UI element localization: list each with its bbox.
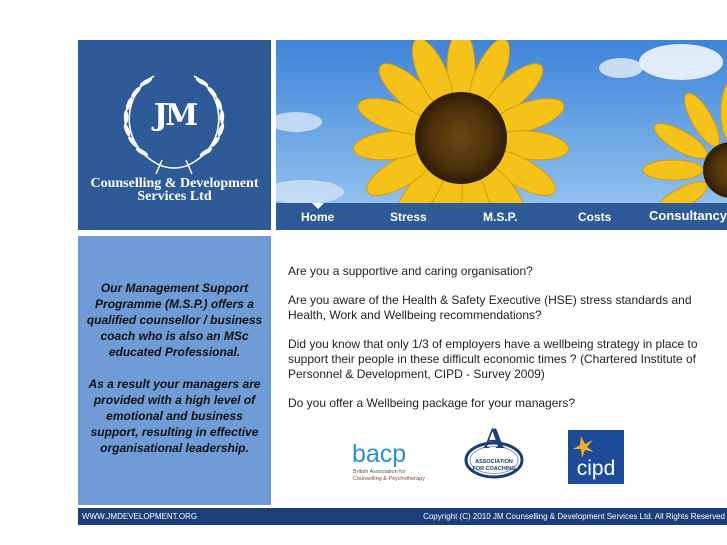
sunflower-banner-image	[276, 40, 727, 203]
company-name	[78, 177, 271, 203]
sidebar-panel	[78, 236, 271, 505]
footer-copyright: Copyright (C) 2010 JM Counselling & Development Services Ltd. All Rights Reserved	[423, 512, 725, 521]
nav-home[interactable]: Home	[301, 210, 335, 224]
sunflower-banner	[276, 40, 727, 203]
content-paragraph: Do you offer a Wellbeing package for your managers?	[288, 396, 576, 410]
aoc-line-2: FOR COACHING	[472, 466, 516, 472]
main-nav	[276, 203, 727, 230]
association-for-coaching-logo[interactable]	[466, 422, 522, 477]
company-name-line1: Counselling & Development	[90, 176, 259, 191]
partner-logos-svg	[276, 418, 727, 488]
nav-consultancy[interactable]: Consultancy	[649, 208, 727, 223]
footer-url[interactable]: WWW.JMDEVELOPMENT.ORG	[82, 512, 198, 521]
logo-box	[78, 40, 271, 230]
footer	[78, 508, 727, 525]
bacp-name: bacp	[352, 440, 407, 468]
active-indicator-icon	[312, 203, 324, 209]
content-paragraph: Are you a supportive and caring organisation?	[288, 264, 533, 278]
nav-msp[interactable]: M.S.P.	[483, 210, 518, 224]
company-name-line2: Services Ltd	[137, 189, 212, 204]
partner-logos	[276, 418, 727, 488]
main-content	[288, 264, 720, 425]
cipd-name: cipd	[576, 457, 616, 480]
sidebar-text	[82, 280, 267, 472]
content-paragraph: Are you aware of the Health & Safety Executive (HSE) stress standards and Health, Work and Wellbeing recommendations?	[288, 293, 692, 322]
content-paragraph: Did you know that only 1/3 of employers have a wellbeing strategy in place to support their people in these difficult economic times ? (Chartered Institute of Personnel & Development, CIPD - Survey 2009)	[288, 337, 698, 381]
bacp-subtitle-1: British Association for	[353, 469, 406, 475]
aoc-line-1: ASSOCIATION	[475, 459, 513, 465]
sidebar-paragraph: Our Management Support Programme (M.S.P.) offers a qualified counsellor / business coach who is also an MSc educated Professional.	[86, 281, 263, 359]
nav-stress[interactable]: Stress	[390, 210, 427, 224]
nav-costs[interactable]: Costs	[578, 210, 612, 224]
bacp-logo[interactable]	[352, 440, 425, 482]
cipd-logo[interactable]	[568, 430, 624, 484]
aoc-letter: A	[483, 422, 505, 455]
logo-initials: JM	[153, 98, 196, 133]
sidebar-paragraph: As a result your managers are provided with a high level of emotional and business support, resulting in effective organisational leadership.	[88, 377, 261, 455]
bacp-subtitle-2: Counselling & Psychotherapy	[353, 476, 425, 482]
